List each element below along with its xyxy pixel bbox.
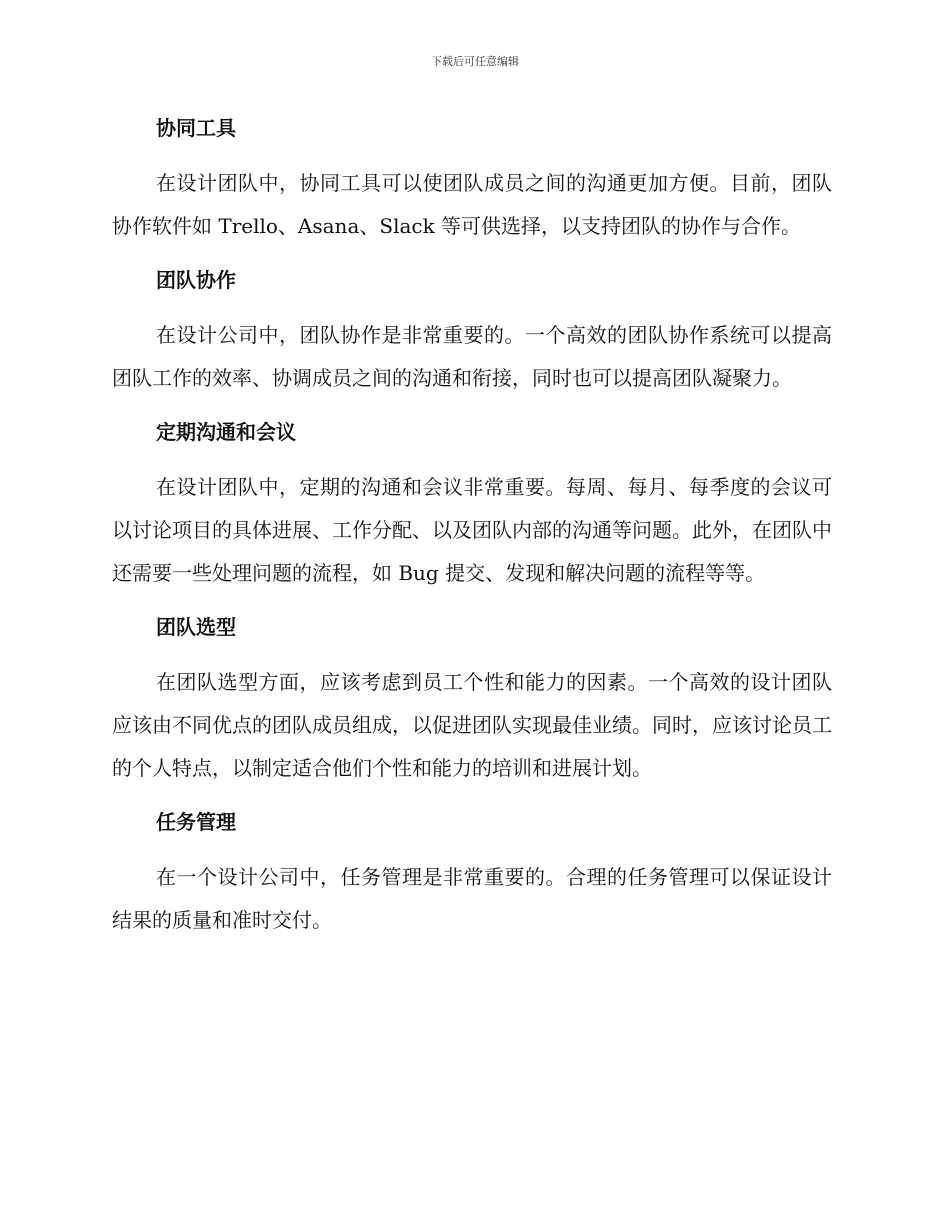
section-paragraph-task-management: 在一个设计公司中，任务管理是非常重要的。合理的任务管理可以保证设计结果的质量和准时交付。 [112, 865, 832, 932]
page-header-note: 下载后可任意编辑 [431, 55, 519, 68]
section-heading-regular-meetings: 定期沟通和会议 [156, 420, 296, 444]
section-heading-collaboration-tools: 协同工具 [156, 116, 236, 140]
section-heading-team-selection: 团队选型 [156, 615, 236, 639]
section-paragraph-team-collaboration: 在设计公司中，团队协作是非常重要的。一个高效的团队协作系统可以提高团队工作的效率、协调成员之间的沟通和衔接，同时也可以提高团队凝聚力。 [112, 323, 832, 390]
section-heading-task-management: 任务管理 [156, 810, 236, 834]
section-heading-team-collaboration: 团队协作 [156, 268, 236, 292]
document-body [112, 110, 832, 956]
section-paragraph-collaboration-tools: 在设计团队中，协同工具可以使团队成员之间的沟通更加方便。目前，团队协作软件如 Trello、Asana、Slack 等可供选择，以支持团队的协作与合作。 [112, 171, 832, 238]
section-paragraph-regular-meetings: 在设计团队中，定期的沟通和会议非常重要。每周、每月、每季度的会议可以讨论项目的具体进展、工作分配、以及团队内部的沟通等问题。此外，在团队中还需要一些处理问题的流程，如 Bug 提交、发现和解决问题的流程等等。 [112, 475, 832, 585]
section-paragraph-team-selection: 在团队选型方面，应该考虑到员工个性和能力的因素。一个高效的设计团队应该由不同优点的团队成员组成，以促进团队实现最佳业绩。同时，应该讨论员工的个人特点，以制定适合他们个性和能力的培训和进展计划。 [112, 670, 832, 780]
